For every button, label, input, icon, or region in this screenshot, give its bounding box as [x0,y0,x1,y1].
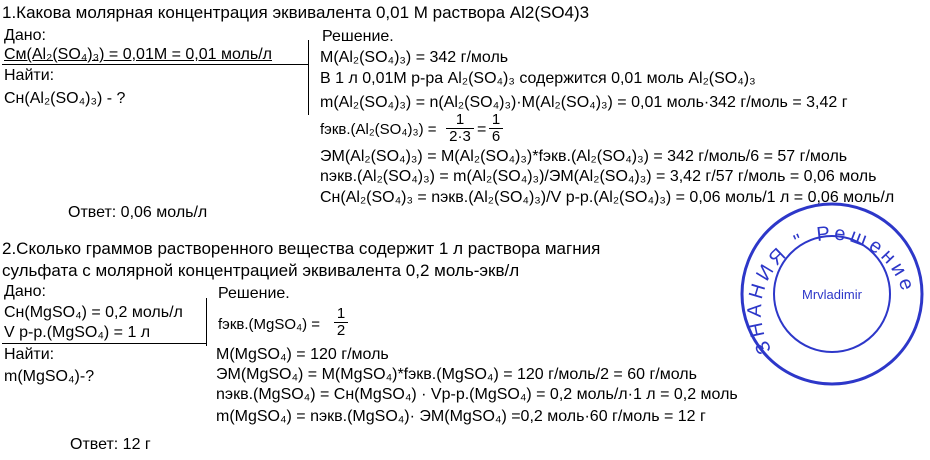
problem1-find-1: Cн(Al₂(SO₄)₃) - ? [4,90,126,107]
problem1-line-4: ЭM(Al₂(SO₄)₃) = M(Al₂(SO₄)₃)*fэкв.(Al₂(SO₄)₃) = 342 г/моль/6 = 57 г/моль [320,148,848,165]
problem2-line-2: ЭM(MgSO₄) = M(MgSO₄)*fэкв.(MgSO₄) = 120 г/моль/2 = 60 г/моль [216,366,697,383]
problem1-line-5: nэкв.(Al₂(SO₄)₃) = m(Al₂(SO₄)₃)/ЭM(Al₂(SO₄)₃) = 3,42 г/57 г/моль = 0,06 моль [320,168,877,185]
problem1-given-1: Cм(Al₂(SO₄)₃) = 0,01M = 0,01 моль/л [4,46,272,63]
problem1-frac1-den: 2·3 [449,128,471,145]
stamp-seal [738,200,926,388]
problem1-divider-h [2,64,308,65]
problem1-frac1-num: 1 [455,111,465,128]
problem1-find-label: Найти: [4,67,55,84]
problem2-find-label: Найти: [4,346,55,363]
problem2-frac-num: 1 [336,305,346,322]
problem2-solution-label: Решение. [218,285,290,302]
problem1-frac2-den: 6 [491,128,501,145]
problem2-title-line2: сульфата с молярной концентрацией эквивалента 0,2 моль-экв/л [2,261,520,280]
problem1-given-label: Дано: [4,27,46,44]
problem2-given-1: Cн(MgSO₄) = 0,2 моль/л [4,304,183,321]
problem1-line-2: В 1 л 0,01М р-ра Al₂(SO₄)₃ содержится 0,01 моль Al₂(SO₄)₃ [320,70,756,87]
problem2-title-line1: 2.Сколько граммов растворенного вещества содержит 1 л раствора магния [2,239,601,258]
problem2-find-1: m(MgSO₄)-? [4,368,95,385]
problem2-line-4: m(MgSO₄) = nэкв.(MgSO₄)· ЭM(MgSO₄) =0,2 моль·60 г/моль = 12 г [216,408,706,425]
problem2-line-3: nэкв.(MgSO₄) = Cн(MgSO₄) · Vр-р.(MgSO₄) = 0,2 моль/л·1 л = 0,2 моль [216,386,738,403]
problem1-title: 1.Какова молярная концентрация эквивалента 0,01 М раствора Al2(SO4)3 [2,3,590,22]
stamp-center-text: Mrvladimir [802,287,862,302]
problem1-divider-v [308,40,309,115]
problem1-fraction-1 [446,113,474,144]
problem2-fraction [334,307,348,338]
problem1-line-6: Cн(Al₂(SO₄)₃ = nэкв.(Al₂(SO₄)₃)/V р-р.(Al₂(SO₄)₃) = 0,06 моль/1 л = 0,06 моль/л [320,189,895,206]
problem1-frac2-num: 1 [491,111,501,128]
problem1-solution-label: Решение. [322,28,394,45]
problem2-divider-h [2,343,206,344]
problem2-given-2: V р-р.(MgSO₄) = 1 л [4,324,151,341]
problem2-answer: Ответ: 12 г [70,436,151,453]
problem1-line-fekv: fэкв.(Al₂(SO₄)₃) = [320,121,437,138]
problem2-fekv: fэкв.(MgSO₄) = [218,316,321,333]
problem2-line-1: M(MgSO₄) = 120 г/моль [216,346,389,363]
problem1-frac-eq: = [477,121,487,138]
problem2-divider-v [206,298,207,346]
problem1-line-3: m(Al₂(SO₄)₃) = n(Al₂(SO₄)₃)·M(Al₂(SO₄)₃) = 0,01 моль·342 г/моль = 3,42 г [320,94,848,111]
problem2-given-label: Дано: [4,283,46,300]
problem1-fraction-2 [489,113,503,144]
problem2-frac-den: 2 [336,322,346,339]
problem1-line-1: M(Al₂(SO₄)₃) = 342 г/моль [320,49,509,66]
problem1-answer: Ответ: 0,06 моль/л [68,204,208,221]
stamp-ring-textpath: ЗНАНИЯ " Решение [743,222,920,358]
